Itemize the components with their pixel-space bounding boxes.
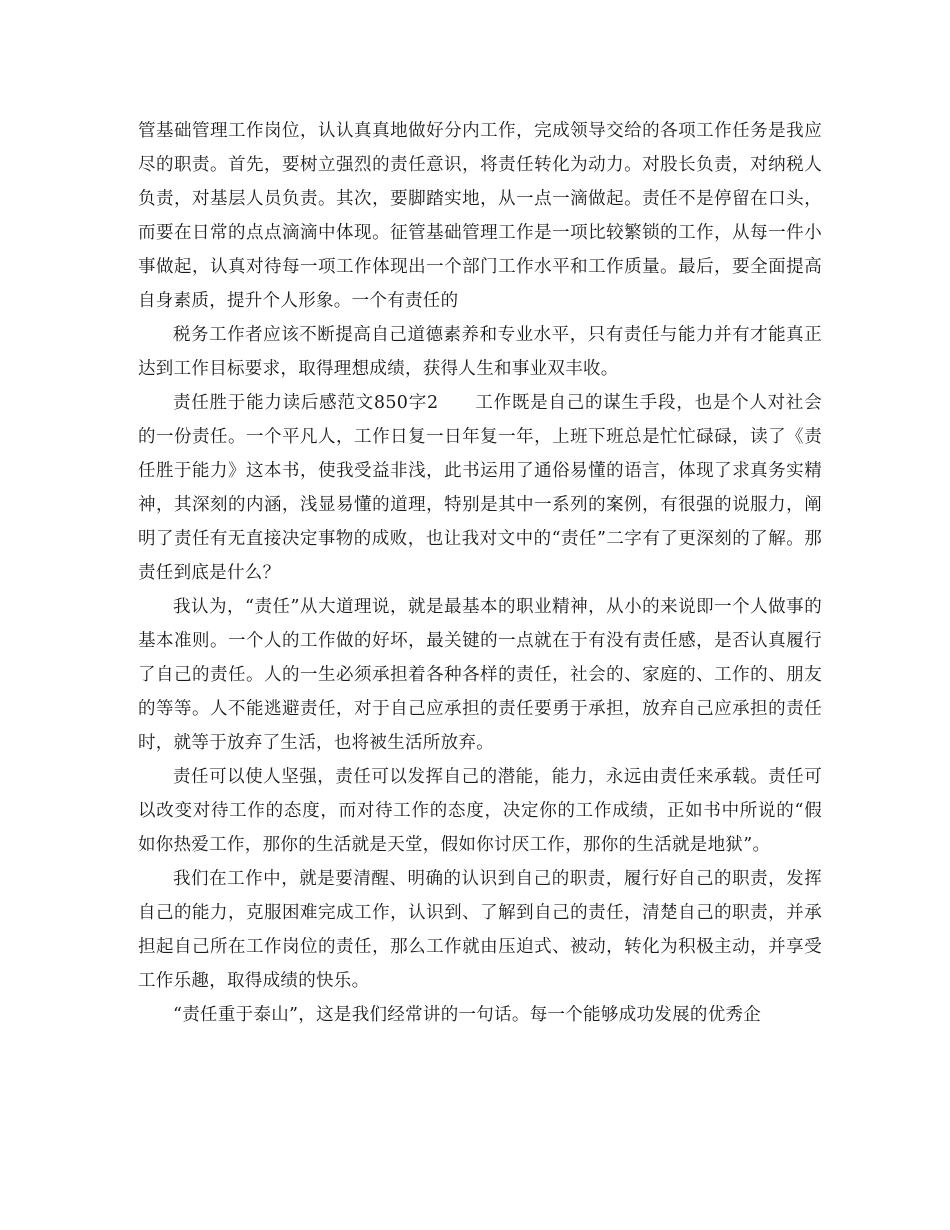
paragraph: 责任可以使人坚强，责任可以发挥自己的潜能，能力，永远由责任来承载。责任可以改变对待工作的态度，而对待工作的态度，决定你的工作成绩，正如书中所说的“假如你热爱工作，那你的生活就是天堂，假如你讨厌工作，那你的生活就是地狱”。 (138, 767, 822, 855)
document-body (138, 114, 822, 1032)
paragraph: 税务工作者应该不断提高自己道德素养和专业水平，只有责任与能力并有才能真正达到工作目标要求，取得理想成绩，获得人生和事业双丰收。 (138, 325, 822, 379)
paragraph: 责任胜于能力读后感范文850字2 工作既是自己的谋生手段，也是个人对社会的一份责任。一个平凡人，工作日复一日年复一年，上班下班总是忙忙碌碌，读了《责任胜于能力》这本书，使我受益非浅，此书运用了通俗易懂的语言，体现了求真务实精神，其深刻的内涵，浅显易懂的道理，特别是其中一系列的案例，有很强的说服力，阐明了责任有无直接决定事物的成败，也让我对文中的“责任”二字有了更深刻的了解。那责任到底是什么？ (138, 393, 822, 583)
paragraph-continuation: 管基础管理工作岗位，认认真真地做好分内工作，完成领导交给的各项工作任务是我应尽的职责。首先，要树立强烈的责任意识，将责任转化为动力。对股长负责，对纳税人负责，对基层人员负责。其次，要脚踏实地，从一点一滴做起。责任不是停留在口头，而要在日常的点点滴滴中体现。征管基础管理工作是一项比较繁锁的工作，从每一件小事做起，认真对待每一项工作体现出一个部门工作水平和工作质量。最后，要全面提高自身素质，提升个人形象。一个有责任的 (138, 121, 822, 311)
paragraph: 我认为，“责任”从大道理说，就是最基本的职业精神，从小的来说即一个人做事的基本准则。一个人的工作做的好坏，最关键的一点就在于有没有责任感，是否认真履行了自己的责任。人的一生必须承担着各种各样的责任，社会的、家庭的、工作的、朋友的等等。人不能逃避责任，对于自己应承担的责任要勇于承担，放弃自己应承担的责任时，就等于放弃了生活，也将被生活所放弃。 (138, 597, 822, 753)
paragraph: 我们在工作中，就是要清醒、明确的认识到自己的职责，履行好自己的职责，发挥自己的能力，克服困难完成工作，认识到、了解到自己的责任，清楚自己的职责，并承担起自己所在工作岗位的责任，那么工作就由压迫式、被动，转化为积极主动，并享受工作乐趣，取得成绩的快乐。 (138, 869, 822, 991)
paragraph: “责任重于泰山”，这是我们经常讲的一句话。每一个能够成功发展的优秀企 (173, 1005, 762, 1025)
